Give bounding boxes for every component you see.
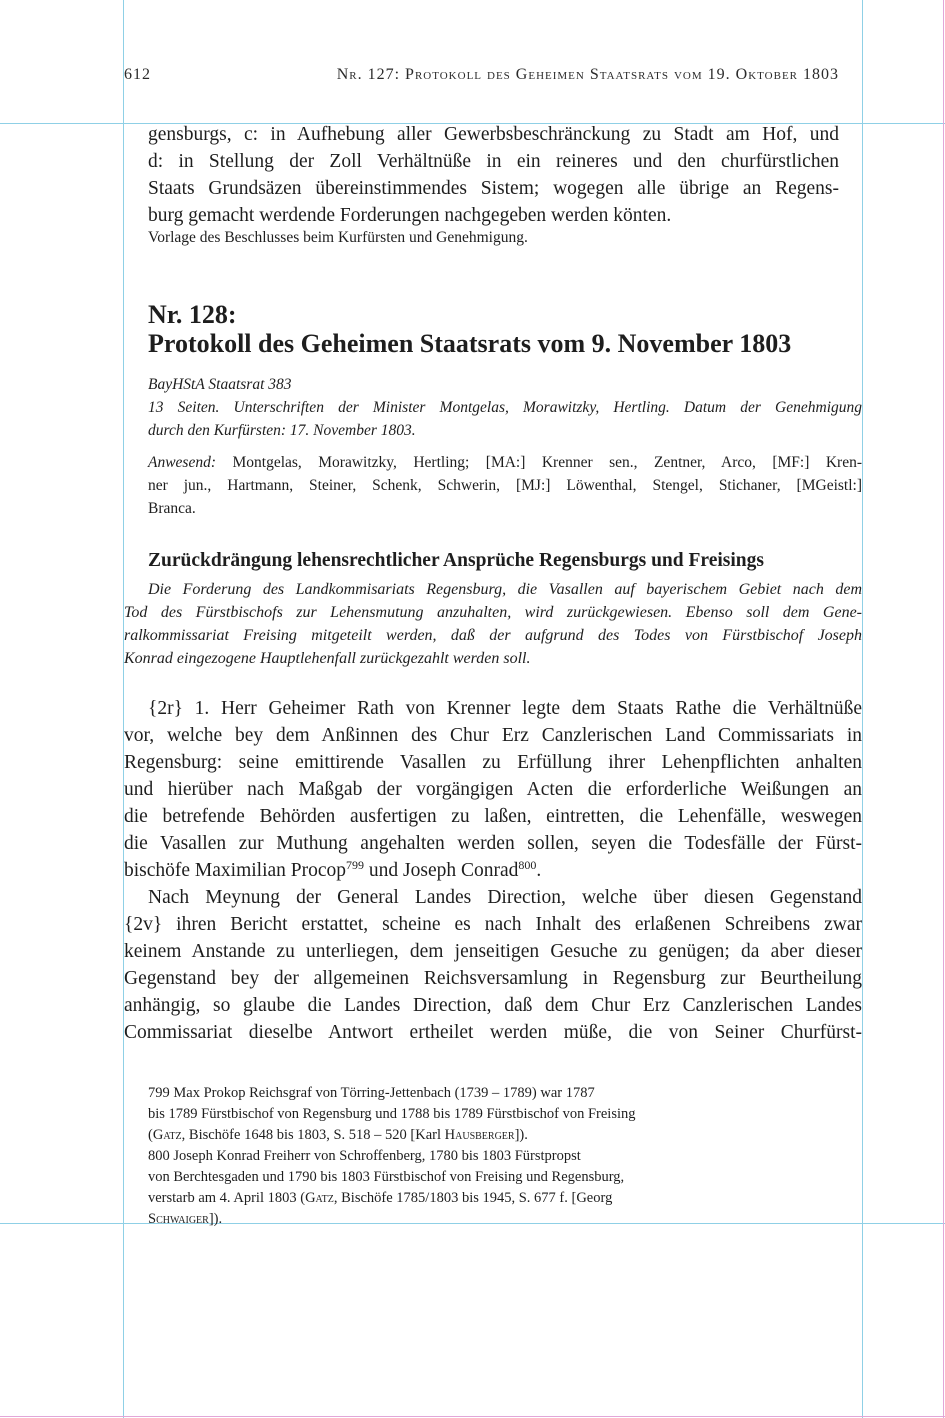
margin-guide-right	[862, 0, 863, 1418]
source-line: durch den Kurfürsten: 17. November 1803.	[148, 422, 416, 439]
running-title: Nr. 127: Protokoll des Geheimen Staatsrats vom 19. Oktober 1803	[336, 66, 839, 83]
abstract-line: ralkommissariat Freising mitgeteilt werden, daß der aufgrund des Todes von Fürstbischof Joseph	[124, 627, 862, 644]
body-line: die betrefende Behörden ausfertigen zu laßen, eintretten, die Lehenfälle, weswegen	[124, 806, 862, 827]
abstract-line: Tod des Fürstbischofs zur Lehensmutung anzuhalten, wird zurückgewiesen. Ebenso soll dem Gene-	[124, 604, 862, 621]
body-line: vor, welche bey dem Anßinnen des Chur Erz Canzlerischen Land Commissariats in	[124, 725, 862, 746]
footnote-799-line: bis 1789 Fürstbischof von Regensburg und 1788 bis 1789 Fürstbischof von Freising	[148, 1106, 636, 1122]
body-line: bischöfe Maximilian Procop$^{799}$ und Joseph Conrad$^{800}$.	[124, 858, 542, 881]
footnote-800-line: verstarb am 4. April 1803 (Gatz, Bischöfe 1785/1803 bis 1945, S. 677 f. [Georg	[148, 1190, 613, 1206]
carryover-text	[148, 121, 839, 229]
footnote-799-line: (Gatz, Bischöfe 1648 bis 1803, S. 518 – 520 [Karl Hausberger]).	[148, 1127, 528, 1143]
source-block	[148, 373, 862, 442]
page-edge-right	[943, 0, 944, 1418]
document-number: Nr. 128:	[148, 300, 237, 329]
text-line: Staats Grundsäzen übereinstimmendes Sistem; wogegen alle übrige an Regens-	[148, 178, 839, 199]
abstract-line: Konrad eingezogene Hauptlehenfall zurückgezahlt werden soll.	[124, 650, 531, 667]
section-heading: Zurückdrängung lehensrechtlicher Ansprüche Regensburgs und Freisings	[148, 550, 764, 571]
footnote-799-line: 799 Max Prokop Reichsgraf von Törring-Jettenbach (1739 – 1789) war 1787	[148, 1085, 595, 1101]
footnote-ref-800[interactable]: 800	[518, 858, 537, 872]
body-line: {2v} ihren Bericht erstattet, scheine es nach Inhalt des erlaßenen Schreibens zwar	[124, 914, 862, 935]
body-line: Regensburg: seine emittirende Vasallen zu Erfüllung ihrer Lehenpflichten anhalten	[124, 752, 862, 773]
body-line: Gegenstand bey der allgemeinen Reichsversamlung in Regensburg zur Beurtheilung	[124, 968, 862, 989]
footnote-800-line: Schwaiger]).	[148, 1211, 223, 1227]
attendance-line: Branca.	[148, 500, 196, 517]
body-line: Commissariat dieselbe Antwort ertheilet werden müße, die von Seiner Churfürst-	[124, 1022, 862, 1043]
page-edge-bottom	[0, 1416, 945, 1417]
footnotes	[148, 1083, 693, 1230]
section-abstract	[124, 578, 862, 670]
text-line: d: in Stellung der Zoll Verhältnüße in ein reineres und den churfürstlichen	[148, 151, 839, 172]
document-title-text: Protokoll des Geheimen Staatsrats vom 9. November 1803	[148, 329, 792, 358]
page-number: 612	[124, 66, 151, 83]
source-line: 13 Seiten. Unterschriften der Minister Montgelas, Morawitzky, Hertling. Datum der Genehmigung	[148, 399, 862, 416]
body-line: keinem Anstande zu unterliegen, dem jenseitigen Gesuche zu genügen; da aber dieser	[124, 941, 862, 962]
attendance-line: Anwesend: Montgelas, Morawitzky, Hertling; [MA:] Krenner sen., Zentner, Arco, [MF:] Kren-	[148, 454, 862, 471]
running-head	[124, 66, 839, 90]
attendance-line: ner jun., Hartmann, Steiner, Schenk, Schwerin, [MJ:] Löwenthal, Stengel, Stichaner, [MGeistl:]	[148, 477, 862, 494]
attendance-block	[148, 451, 862, 520]
body-line: und hierüber nach Maßgab der vorgängigen Acten die erforderliche Weißungen an	[124, 779, 862, 800]
footnote-ref-799[interactable]: 799	[346, 858, 365, 872]
abstract-line: Die Forderung des Landkommisariats Regensburg, die Vasallen auf bayerischem Gebiet nach dem	[148, 581, 862, 598]
body-line: {2r} 1. Herr Geheimer Rath von Krenner legte dem Staats Rathe die Verhältnüße	[148, 698, 862, 719]
footnote-800-line: von Berchtesgaden und 1790 bis 1803 Fürstbischof von Freising und Regensburg,	[148, 1169, 625, 1185]
document-title	[148, 300, 848, 358]
archive-reference: BayHStA Staatsrat 383	[148, 376, 292, 393]
attendance-label: Anwesend:	[148, 454, 217, 471]
footnote-800-line: 800 Joseph Konrad Freiherr von Schroffenberg, 1780 bis 1803 Fürstpropst	[148, 1148, 581, 1164]
body-line: Nach Meynung der General Landes Direction, welche über diesen Gegenstand	[148, 887, 862, 908]
body-line: die Vasallen zur Muthung angehalten werden sollen, seyen die Todesfälle der Fürst-	[124, 833, 862, 854]
body-line: anhängig, so glaube die Landes Direction, daß dem Chur Erz Canzlerischen Landes	[124, 995, 862, 1016]
text-line: gensburgs, c: in Aufhebung aller Gewerbsbeschränckung zu Stadt am Hof, und	[148, 124, 839, 145]
body-text	[124, 695, 862, 1046]
decision-note: Vorlage des Beschlusses beim Kurfürsten und Genehmigung.	[148, 229, 528, 246]
text-line: burg gemacht werdende Forderungen nachgegeben werden könten.	[148, 205, 672, 226]
